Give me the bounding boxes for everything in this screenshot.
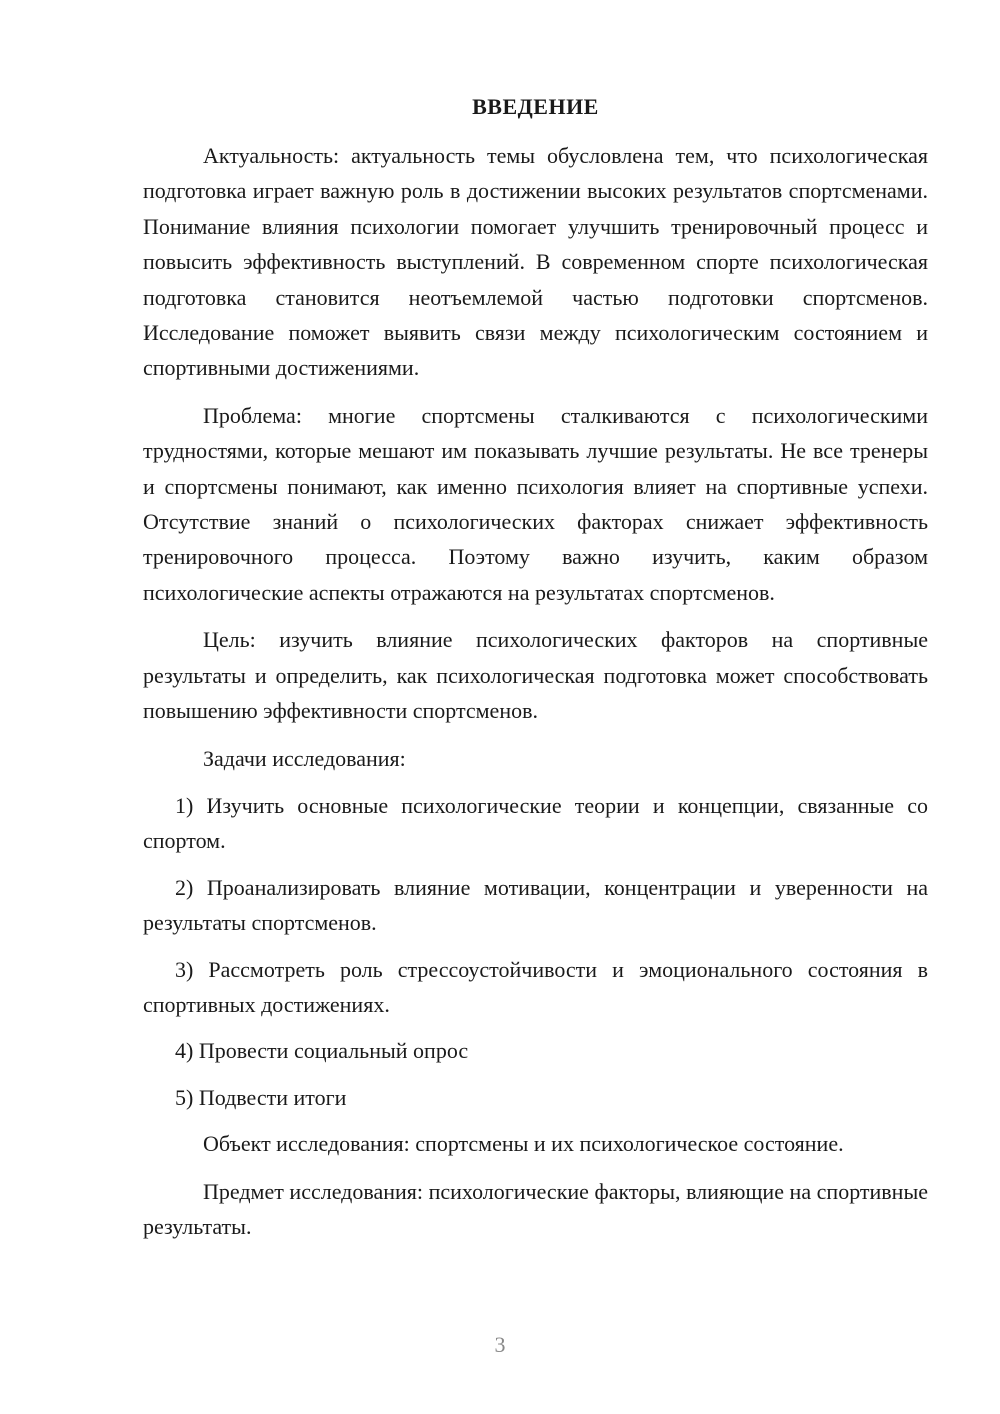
tasks-heading: Задачи исследования:: [203, 745, 406, 771]
section-heading: ВВЕДЕНИЕ: [472, 94, 599, 119]
goal-paragraph: Цель: изучить влияние психологических факторов на спортивные результаты и определить, как психологическая подготовка может способствовать повышению эффективности спортсменов.: [143, 627, 928, 724]
task-item-3: 3) Рассмотреть роль стрессоустойчивости и эмоционального состояния в спортивных достижениях.: [143, 956, 928, 1017]
task-item-4: 4) Провести социальный опрос: [175, 1038, 469, 1064]
object-paragraph: Объект исследования: спортсмены и их психологическое состояние.: [203, 1131, 844, 1157]
relevance-paragraph: Актуальность: актуальность темы обусловлена тем, что психологическая подготовка играет важную роль в достижении высоких результатов спортсменами. Понимание влияния психологии помогает улучшить тренировочный процесс и повысить эффективность выступлений. В современном спорте психологическая подготовка становится неотъемлемой частью подготовки спортсменов. Исследование поможет выявить связи между психологическим состоянием и спортивными достижениями.: [143, 143, 928, 381]
page-number: 3: [494, 1332, 506, 1357]
task-item-1: 1) Изучить основные психологические теории и концепции, связанные со спортом.: [143, 792, 928, 854]
problem-paragraph: Проблема: многие спортсмены сталкиваются с психологическими трудностями, которые мешают им показывать лучшие результаты. Не все тренеры и спортсмены понимают, как именно психология влияет на спортивные успехи. Отсутствие знаний о психологических факторах снижает эффективность тренировочного процесса. Поэтому важно изучить, каким образом психологические аспекты отражаются на результатах спортсменов.: [143, 402, 928, 605]
task-item-5: 5) Подвести итоги: [175, 1084, 347, 1110]
task-item-2: 2) Проанализировать влияние мотивации, концентрации и уверенности на результаты спортсменов.: [143, 874, 928, 936]
subject-paragraph: Предмет исследования: психологические факторы, влияющие на спортивные результаты.: [143, 1178, 928, 1239]
